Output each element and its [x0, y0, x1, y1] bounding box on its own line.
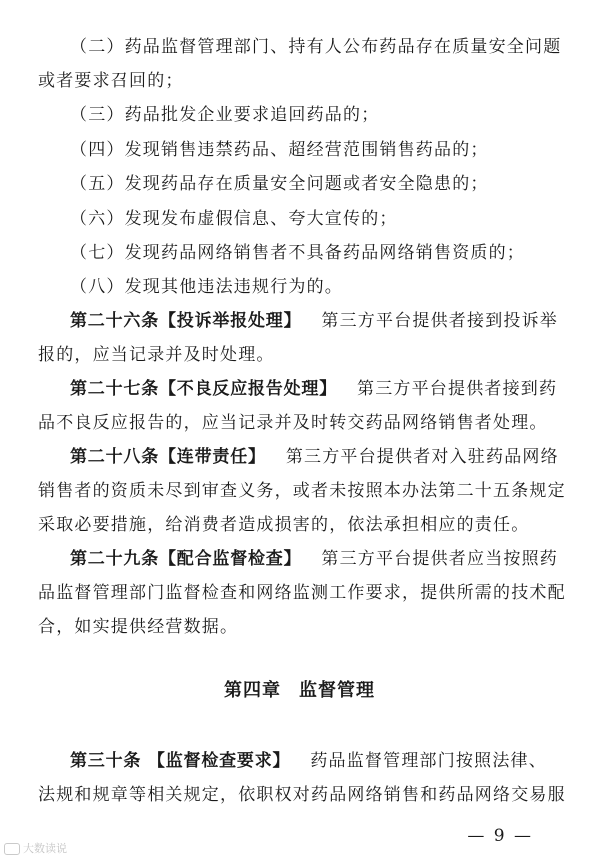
watermark-text: 大数读说	[23, 842, 67, 855]
article-27-text: 第三方平台提供者接到药	[357, 379, 558, 399]
watermark	[4, 840, 67, 856]
article-26-line-2: 报的，应当记录并及时处理。	[38, 345, 275, 365]
article-30-line-1	[70, 750, 563, 772]
article-26-text: 第三方平台提供者接到投诉举	[321, 311, 559, 331]
article-28-heading: 第二十八条【连带责任】	[70, 447, 266, 467]
list-item-6: （六）发现发布虚假信息、夸大宣传的；	[70, 209, 398, 229]
list-item-5: （五）发现药品存在质量安全问题或者安全隐患的；	[70, 174, 489, 194]
article-26-heading: 第二十六条【投诉举报处理】	[70, 311, 302, 331]
article-30-heading: 第三十条 【监督检查要求】	[70, 751, 291, 771]
article-29-heading: 第二十九条【配合监督检查】	[70, 549, 302, 569]
article-29-text: 第三方平台提供者应当按照药	[321, 549, 559, 569]
list-item-2-line-2: 或者要求召回的；	[38, 71, 184, 91]
watermark-logo-icon	[4, 843, 20, 855]
article-28-line-2: 销售者的资质未尽到审查义务，或者未按照本办法第二十五条规定	[38, 481, 566, 501]
article-29-line-1	[70, 548, 563, 570]
list-item-3: （三）药品批发企业要求追回药品的；	[70, 105, 380, 125]
article-27-line-1	[70, 378, 563, 400]
article-29-line-2: 品监督管理部门监督检查和网络监测工作要求，提供所需的技术配	[38, 583, 566, 603]
article-27-heading: 第二十七条【不良反应报告处理】	[70, 379, 337, 399]
list-item-7: （七）发现药品网络销售者不具备药品网络销售资质的；	[70, 243, 525, 263]
article-30-line-2: 法规和规章等相关规定，依职权对药品网络销售和药品网络交易服	[38, 785, 566, 805]
article-29-line-3: 合，如实提供经营数据。	[38, 617, 239, 637]
list-item-2-line-1: （二）药品监督管理部门、持有人公布药品存在质量安全问题	[70, 37, 562, 57]
page-number: — 9 —	[467, 826, 533, 846]
article-30-text: 药品监督管理部门按照法律、	[310, 751, 547, 771]
article-28-text: 第三方平台提供者对入驻药品网络	[285, 447, 559, 467]
list-item-4: （四）发现销售违禁药品、超经营范围销售药品的；	[70, 140, 489, 160]
article-28-line-1	[70, 446, 563, 468]
article-26-line-1	[70, 310, 563, 332]
article-28-line-3: 采取必要措施，给消费者造成损害的，依法承担相应的责任。	[38, 515, 530, 535]
list-item-8: （八）发现其他违法违规行为的。	[70, 277, 343, 297]
chapter-number: 第四章	[224, 680, 281, 701]
article-27-line-2: 品不良反应报告的，应当记录并及时转交药品网络销售者处理。	[38, 413, 548, 433]
chapter-heading	[0, 676, 599, 702]
chapter-title: 监督管理	[299, 680, 375, 701]
